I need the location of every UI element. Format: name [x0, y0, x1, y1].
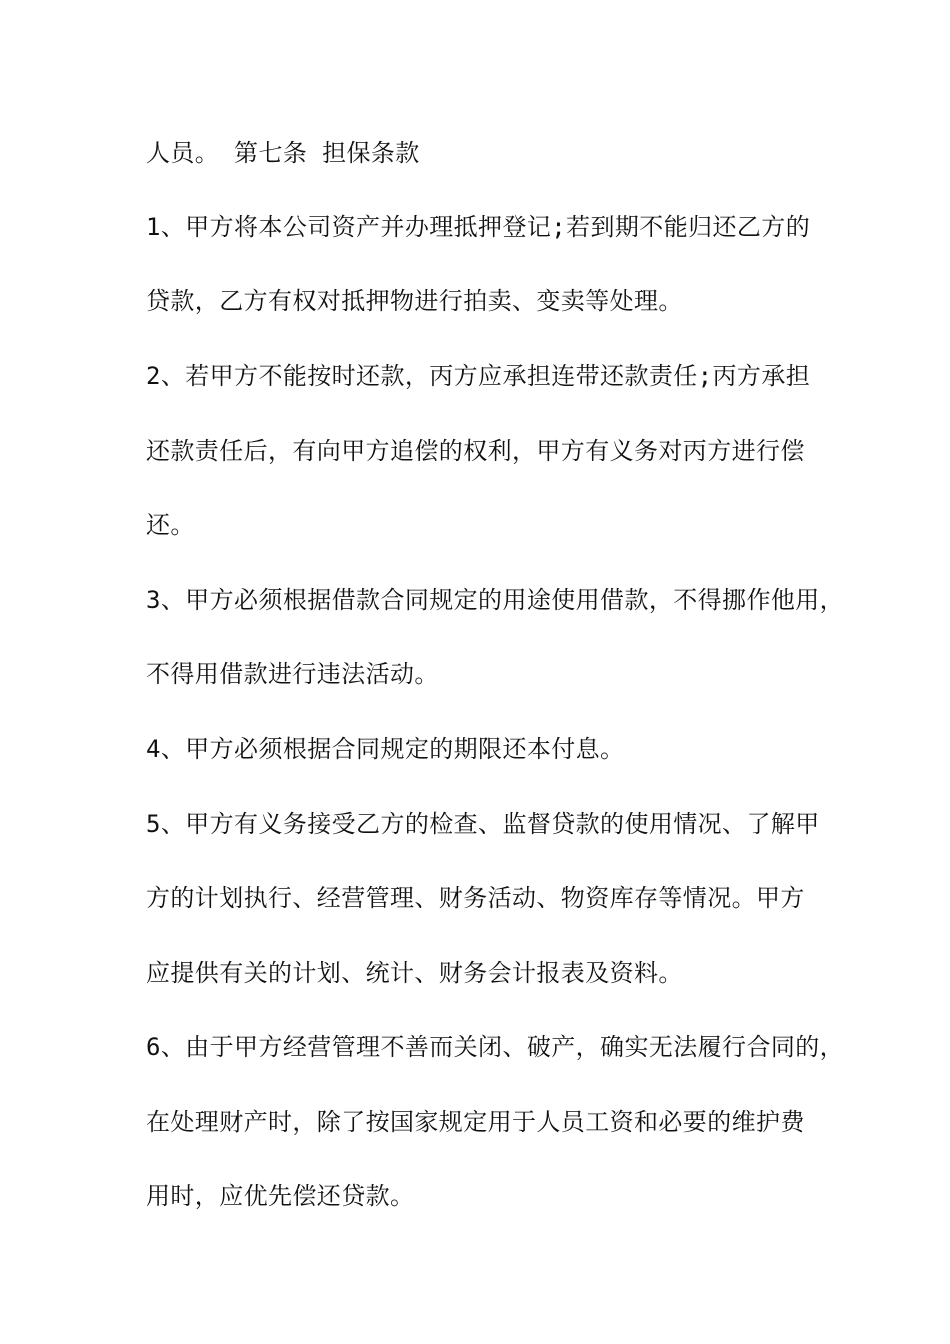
text-line: 1、甲方将本公司资产并办理抵押登记;若到期不能归还乙方的: [146, 213, 811, 241]
text-line: 方的计划执行、经营管理、财务活动、物资库存等情况。甲方: [146, 884, 805, 912]
text-line: 应提供有关的计划、统计、财务会计报表及资料。: [146, 959, 683, 987]
text-line: 6、由于甲方经营管理不善而关闭、破产，确实无法履行合同的，: [146, 1033, 845, 1061]
text-line: 4、甲方必须根据合同规定的期限还本付息。: [146, 735, 625, 763]
text-line: 5、甲方有义务接受乙方的检查、监督贷款的使用情况、了解甲: [146, 810, 820, 838]
text-line: 还。: [146, 511, 195, 539]
text-line: 贷款，乙方有权对抵押物进行拍卖、变卖等处理。: [146, 287, 683, 315]
text-line: 在处理财产时，除了按国家规定用于人员工资和必要的维护费: [146, 1108, 805, 1136]
text-line: 人员。 第七条 担保条款: [146, 139, 420, 167]
text-line: 2、若甲方不能按时还款，丙方应承担连带还款责任;丙方承担: [146, 362, 811, 390]
text-line: 不得用借款进行违法活动。: [146, 660, 439, 688]
text-line: 还款责任后，有向甲方追偿的权利，甲方有义务对丙方进行偿: [146, 437, 805, 465]
text-line: 3、甲方必须根据借款合同规定的用途使用借款，不得挪作他用，: [146, 586, 845, 614]
text-line: 用时，应优先偿还贷款。: [146, 1182, 415, 1210]
